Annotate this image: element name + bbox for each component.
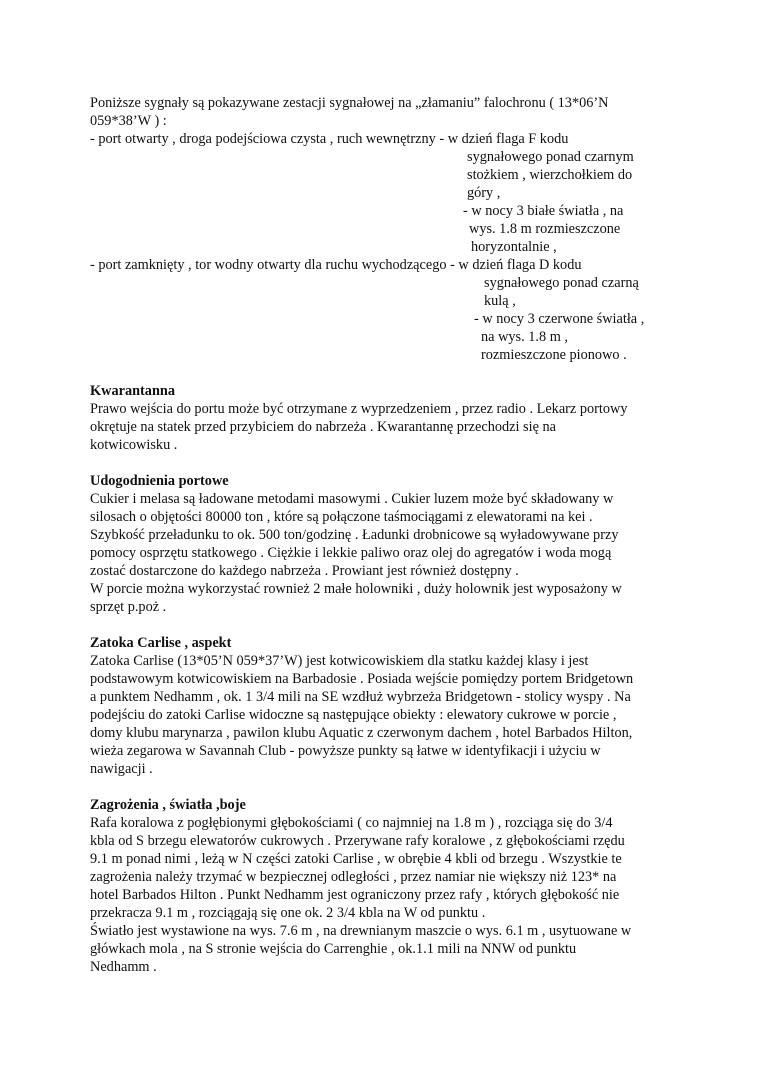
signal-open-cont: - w nocy 3 białe światła , na [463,203,624,219]
signal-closed-cont: - w nocy 3 czerwone światła , [474,311,645,327]
paragraph-line: 9.1 m ponad nimi , leżą w N części zatoki Carlise , w obrębie 4 kbli od brzegu . Wszystkie te [90,851,622,867]
paragraph-line: okrętuje na statek przed przybiciem do nabrzeża . Kwarantannę przechodzi się na [90,419,557,435]
paragraph-line: Zatoka Carlise (13*05’N 059*37’W) jest kotwicowiskiem dla statku każdej klasy i jest [90,653,589,669]
paragraph-line: a punktem Nedhamm , ok. 1 3/4 mili na SE wzdłuż wybrzeża Bridgetown - stolicy wyspy . Na [90,689,631,705]
signal-closed-cont: rozmieszczone pionowo . [481,347,627,363]
paragraph-line: Cukier i melasa są ładowane metodami masowymi . Cukier luzem może być składowany w [90,491,614,507]
paragraph-line: Światło jest wystawione na wys. 7.6 m , na drewnianym maszcie o wys. 6.1 m , usytuowane w [90,923,632,939]
signal-closed-cont: na wys. 1.8 m , [481,329,568,345]
paragraph-line: hotel Barbados Hilton . Punkt Nedhamm jest ograniczony przez rafy , których głębokość nie [90,887,620,903]
paragraph-line: Rafa koralowa z pogłębionymi głębokościami ( co najmniej na 1.8 m ) , rozciąga się do 3/4 [90,815,613,831]
paragraph-line: przekracza 9.1 m , rozciągają się one ok. 2 3/4 kbla na W od punktu . [90,905,486,921]
section-heading-bay: Zatoka Carlise , aspekt [90,635,232,651]
intro-line: Poniższe sygnały są pokazywane zestacji sygnałowej na „złamaniu” falochronu ( 13*06’N [90,95,609,111]
signal-open-line: - port otwarty , droga podejściowa czysta , ruch wewnętrzny - w dzień flaga F kodu [90,131,569,147]
signal-closed-cont: sygnałowego ponad czarną [484,275,639,291]
paragraph-line: podstawowym kotwicowiskiem na Barbadosie . Posiada wejście pomiędzy portem Bridgetown [90,671,634,687]
paragraph-line: zostać dostarczone do każdego nabrzeża . Prowiant jest również dostępny . [90,563,519,579]
paragraph-line: Szybkość przeładunku to ok. 500 ton/godzinę . Ładunki drobnicowe są wyładowywane przy [90,527,619,543]
paragraph-line: Prawo wejścia do portu może być otrzymane z wyprzedzeniem , przez radio . Lekarz portowy [90,401,628,417]
paragraph-line: podejściu do zatoki Carlise widoczne są następujące obiekty : elewatory cukrowe w porcie , [90,707,617,723]
paragraph-line: silosach o objętości 80000 ton , które są połączone taśmociągami z elewatorami na kei . [90,509,593,525]
paragraph-line: główkach mola , na S stronie wejścia do Carrenghie , ok.1.1 mili na NNW od punktu [90,941,577,957]
section-heading-quarantine: Kwarantanna [90,383,175,399]
paragraph-line: W porcie można wykorzystać rownież 2 małe holowniki , duży holownik jest wyposażony w [90,581,622,597]
paragraph-line: sprzęt p.poż . [90,599,167,615]
paragraph-line: nawigacji . [90,761,153,777]
intro-line: 059*38’W ) : [90,113,167,129]
signal-open-cont: stożkiem , wierzchołkiem do [467,167,633,183]
paragraph-line: pomocy osprzętu statkowego . Ciężkie i lekkie paliwo oraz olej do agregatów i woda mogą [90,545,612,561]
paragraph-line: kotwicowisku . [90,437,178,453]
paragraph-line: domy klubu marynarza , pawilon klubu Aquatic z czerwonym dachem , hotel Barbados Hilton, [90,725,633,741]
paragraph-line: Nedhamm . [90,959,157,975]
paragraph-line: kbla od S brzegu elewatorów cukrowych . Przerywane rafy koralowe , z głębokościami rzędu [90,833,625,849]
signal-open-cont: góry , [467,185,501,201]
section-heading-hazards: Zagrożenia , światła ,boje [90,797,246,813]
signal-open-cont: horyzontalnie , [471,239,557,255]
signal-open-cont: sygnałowego ponad czarnym [467,149,634,165]
signal-closed-line: - port zamknięty , tor wodny otwarty dla ruchu wychodzącego - w dzień flaga D kodu [90,257,582,273]
signal-closed-cont: kulą , [484,293,516,309]
signal-open-cont: wys. 1.8 m rozmieszczone [469,221,621,237]
paragraph-line: wieża zegarowa w Savannah Club - powyższe punkty są łatwe w identyfikacji i użyciu w [90,743,601,759]
paragraph-line: zagrożenia należy trzymać w bezpiecznej odległości , przez namiar nie większy niż 123* na [90,869,617,885]
section-heading-facilities: Udogodnienia portowe [90,473,229,489]
